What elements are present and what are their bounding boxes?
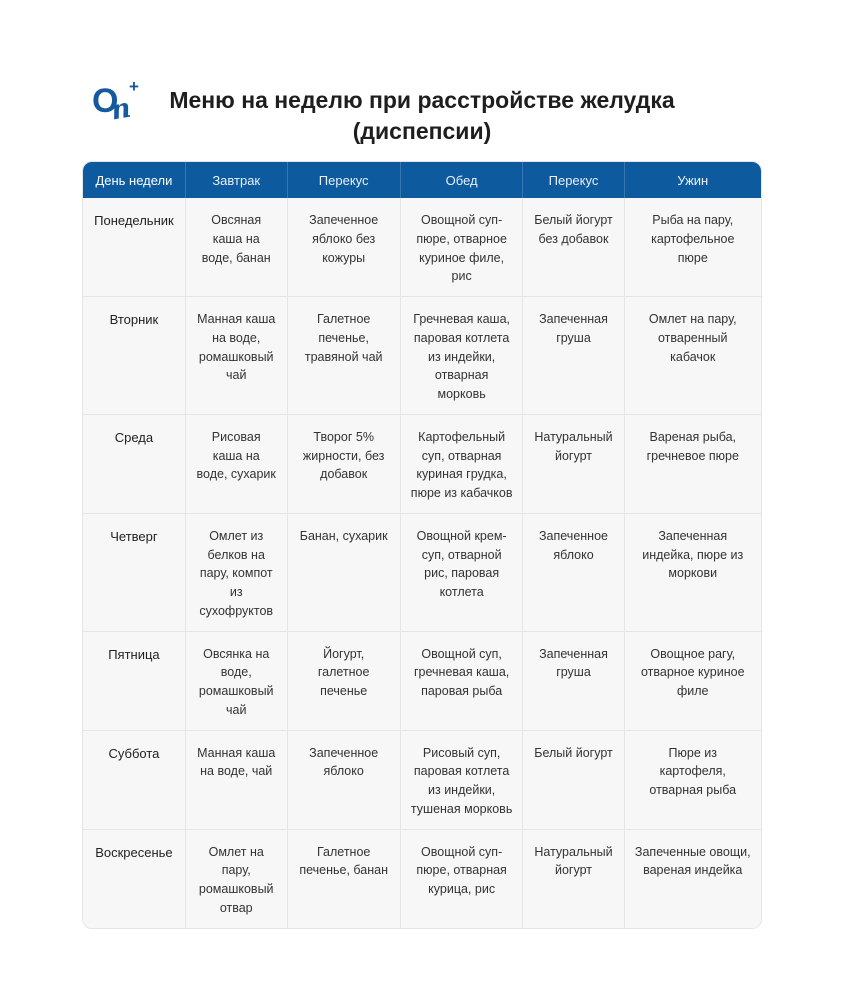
snack1-cell: Творог 5% жирности, без добавок (287, 414, 400, 513)
dinner-cell: Овощное рагу, отварное куриное филе (624, 631, 761, 730)
breakfast-cell: Овсяная каша на воде, банан (185, 198, 287, 297)
lunch-cell: Овощной суп, гречневая каша, паровая рыба (400, 631, 523, 730)
page-header (82, 77, 762, 147)
snack1-cell: Галетное печенье, травяной чай (287, 297, 400, 415)
lunch-cell: Картофельный суп, отварная куриная грудка, пюре из кабачков (400, 414, 523, 513)
day-cell: Четверг (83, 513, 185, 631)
dinner-cell: Запеченные овощи, вареная индейка (624, 829, 761, 928)
day-cell: Понедельник (83, 198, 185, 297)
dinner-cell: Пюре из картофеля, отварная рыба (624, 730, 761, 829)
dinner-cell: Вареная рыба, гречневое пюре (624, 414, 761, 513)
column-header-day: День недели (83, 162, 185, 198)
table-header-row (83, 162, 761, 198)
day-cell: Среда (83, 414, 185, 513)
breakfast-cell: Рисовая каша на воде, сухарик (185, 414, 287, 513)
snack2-cell: Запеченная груша (523, 631, 624, 730)
snack2-cell: Запеченная груша (523, 297, 624, 415)
logo-letter-o-icon: O (92, 82, 118, 120)
column-header-snack1: Перекус (287, 162, 400, 198)
column-header-dinner: Ужин (624, 162, 761, 198)
column-header-lunch: Обед (400, 162, 523, 198)
lunch-cell: Овощной крем-суп, отварной рис, паровая котлета (400, 513, 523, 631)
snack1-cell: Запеченное яблоко (287, 730, 400, 829)
table-row-sunday (83, 829, 761, 928)
table-row-saturday (83, 730, 761, 829)
table-row-friday (83, 631, 761, 730)
snack2-cell: Натуральный йогурт (523, 829, 624, 928)
breakfast-cell: Омлет на пару, ромашковый отвар (185, 829, 287, 928)
column-header-snack2: Перекус (523, 162, 624, 198)
logo-letter-n-icon: n (108, 92, 134, 127)
page-title (82, 84, 762, 147)
day-cell: Воскресенье (83, 829, 185, 928)
lunch-cell: Рисовый суп, паровая котлета из индейки, тушеная морковь (400, 730, 523, 829)
breakfast-cell: Манная каша на воде, чай (185, 730, 287, 829)
table-row-thursday (83, 513, 761, 631)
page (82, 77, 762, 929)
snack1-cell: Банан, сухарик (287, 513, 400, 631)
dinner-cell: Рыба на пару, картофельное пюре (624, 198, 761, 297)
snack2-cell: Белый йогурт (523, 730, 624, 829)
page-title-line-1: Меню на неделю при расстройстве желудка (169, 87, 675, 113)
snack2-cell: Белый йогурт без добавок (523, 198, 624, 297)
snack2-cell: Натуральный йогурт (523, 414, 624, 513)
snack1-cell: Запеченное яблоко без кожуры (287, 198, 400, 297)
day-cell: Суббота (83, 730, 185, 829)
weekly-menu-table-card (82, 161, 762, 929)
lunch-cell: Овощной суп-пюре, отварная курица, рис (400, 829, 523, 928)
day-cell: Пятница (83, 631, 185, 730)
dinner-cell: Запеченная индейка, пюре из моркови (624, 513, 761, 631)
page-title-line-2: (диспепсии) (352, 118, 492, 145)
lunch-cell: Гречневая каша, паровая котлета из индейки, отварная морковь (400, 297, 523, 415)
snack1-cell: Йогурт, галетное печенье (287, 631, 400, 730)
logo-plus-icon: + (129, 77, 139, 96)
table-row-monday (83, 198, 761, 297)
snack2-cell: Запеченное яблоко (523, 513, 624, 631)
table-row-tuesday (83, 297, 761, 415)
day-cell: Вторник (83, 297, 185, 415)
snack1-cell: Галетное печенье, банан (287, 829, 400, 928)
clinic-logo (92, 77, 144, 136)
breakfast-cell: Омлет из белков на пару, компот из сухофруктов (185, 513, 287, 631)
lunch-cell: Овощной суп-пюре, отварное куриное филе, рис (400, 198, 523, 297)
table-row-wednesday (83, 414, 761, 513)
column-header-breakfast: Завтрак (185, 162, 287, 198)
breakfast-cell: Овсянка на воде, ромашковый чай (185, 631, 287, 730)
weekly-menu-table (83, 162, 761, 928)
breakfast-cell: Манная каша на воде, ромашковый чай (185, 297, 287, 415)
dinner-cell: Омлет на пару, отваренный кабачок (624, 297, 761, 415)
